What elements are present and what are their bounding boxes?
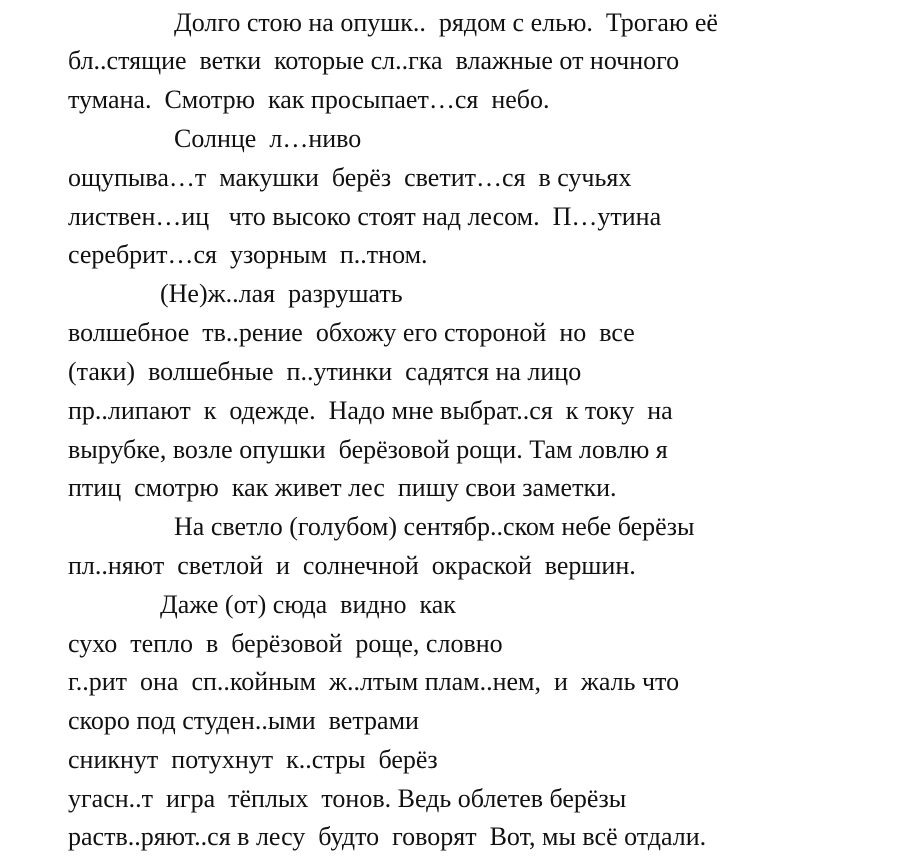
text-line-6: листвен…иц что высоко стоят над лесом. П…утина	[68, 202, 662, 231]
text-line-11: пр..липают к одежде. Надо мне выбрат..ся к току на	[68, 396, 673, 425]
text-line-19: скоро под студен..ыми ветрами	[68, 706, 419, 735]
text-line-10: (таки) волшебные п..утинки садятся на лицо	[68, 357, 582, 386]
text-line-18: г..рит она сп..койным ж..лтым плам..нем, и жаль что	[68, 667, 680, 696]
text-line-20: сникнут потухнут к..стры берёз	[68, 745, 438, 774]
text-line-12: вырубке, возле опушки берёзовой рощи. Там ловлю я	[68, 435, 668, 464]
text-line-14: На светло (голубом) сентябр..ском небе берёзы	[174, 512, 695, 541]
text-line-1: Долго стою на опушк.. рядом с елью. Трогаю её	[174, 8, 718, 37]
text-line-15: пл..няют светлой и солнечной окраской вершин.	[68, 551, 636, 580]
text-line-13: птиц смотрю как живет лес пишу свои заметки.	[68, 473, 617, 502]
text-line-8: (Не)ж..лая разрушать	[160, 279, 403, 308]
text-line-16: Даже (от) сюда видно как	[160, 590, 456, 619]
text-line-3: тумана. Смотрю как просыпает…ся небо.	[68, 85, 550, 114]
text-line-21: угасн..т игра тёплых тонов. Ведь облетев берёзы	[68, 784, 627, 813]
text-line-7: серебрит…ся узорным п..тном.	[68, 240, 428, 269]
text-line-4: Солнце л…ниво	[174, 124, 362, 153]
text-line-22: раств..ряют..ся в лесу будто говорят Вот, мы всё отдали.	[68, 822, 707, 851]
text-line-17: сухо тепло в берёзовой роще, словно	[68, 629, 503, 658]
text-line-2: бл..стящие ветки которые сл..гка влажные от ночного	[68, 46, 680, 75]
text-line-9: волшебное тв..рение обхожу его стороной но все	[68, 318, 635, 347]
text-line-5: ощупыва…т макушки берёз светит…ся в сучьях	[68, 163, 632, 192]
